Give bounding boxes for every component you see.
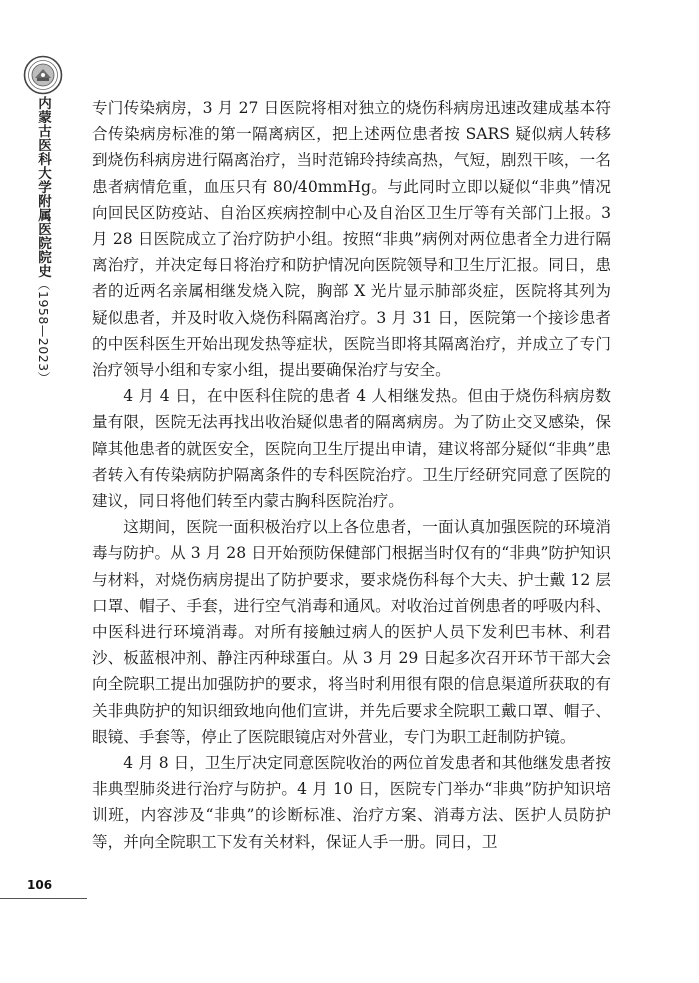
book-years: （1958—2023） xyxy=(36,278,51,385)
university-seal-icon xyxy=(23,55,63,95)
paragraph: 4 月 4 日，在中医科住院的患者 4 人相继发热。但由于烧伤科病房数量有限，医院无法再找出收治疑似患者的隔离病房。为了防止交叉感染，保障其他患者的就医安全，医院向卫生厅提出申请，建议将部分疑似“非典”患者转入有传染病防护隔离条件的专科医院治疗。卫生厅经研究同意了医院的建议，同日将他们转至内蒙古胸科医院治疗。 xyxy=(92,387,611,511)
page-number: 106 xyxy=(27,878,53,892)
paragraph: 这期间，医院一面积极治疗以上各位患者，一面认真加强医院的环境消毒与防护。从 3 月 28 日开始预防保健部门根据当时仅有的“非典”防护知识与材料，对烧伤病房提出了防护要求，要求烧伤科每个大夫、护士戴 12 层口罩、帽子、手套，进行空气消毒和通风。对收治过首例患者的呼吸内科、中医科进行环境消毒。对所有接触过病人的医护人员下发利巴韦林、利君沙、板蓝根冲剂、静注丙种球蛋白。从 3 月 29 日起多次召开环节干部大会向全院职工提出加强防护的要求，将当时利用很有限的信息渠道所获取的有关非典防护的知识细致地向他们宣讲，并先后要求全院职工戴口罩、帽子、眼镜、手套等，停止了医院眼镜店对外营业，专门为职工赶制防护镜。 xyxy=(92,518,611,746)
page-number-rule xyxy=(0,898,87,899)
paragraph: 专门传染病房，3 月 27 日医院将相对独立的烧伤科病房迅速改建成基本符合传染病房标准的第一隔离病区，把上述两位患者按 SARS 疑似病人转移到烧伤科病房进行隔离治疗，当时范锦玲持续高热，气短，剧烈干咳，一名患者病情危重，血压只有 80/40mmHg。与此同时立即以疑似“非典”情况向回民区防疫站、自治区疾病控制中心及自治区卫生厅等有关部门上报。3 月 28 日医院成立了治疗防护小组。按照“非典”病例对两位患者全力进行隔离治疗，并决定每日将治疗和防护情况向医院领导和卫生厅汇报。同日，患者的近两名亲属相继发烧入院，胸部 X 光片显示肺部炎症，医院将其列为疑似患者，并及时收入烧伤科隔离治疗。3 月 31 日，医院第一个接诊患者的中医科医生开始出现发热等症状，医院当即将其隔离治疗，并成立了专门治疗领导小组和专家小组，提出要确保治疗与安全。 xyxy=(92,99,611,380)
body-text xyxy=(92,95,611,855)
paragraph: 4 月 8 日，卫生厅决定同意医院收治的两位首发患者和其他继发患者按非典型肺炎进行治疗与防护。4 月 10 日，医院专门举办“非典”防护知识培训班，内容涉及“非典”的诊断标准、治疗方案、消毒方法、医护人员防护等，并向全院职工下发有关材料，保证人手一册。同日，卫 xyxy=(92,754,611,851)
book-title-vertical xyxy=(31,96,53,385)
book-title: 内蒙古医科大学附属医院院史 xyxy=(35,96,51,278)
